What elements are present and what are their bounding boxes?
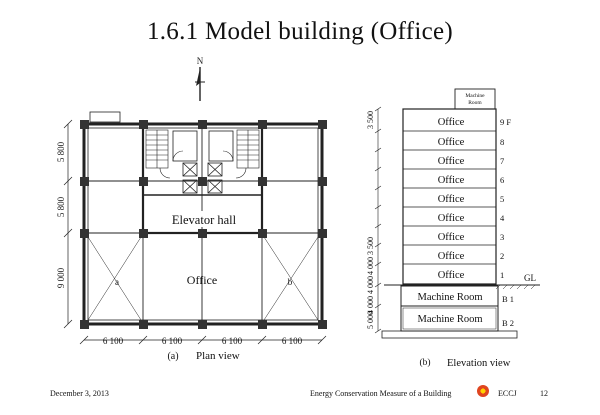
floor-3-num: 3 <box>500 232 505 242</box>
floor-6-num: 6 <box>500 175 505 185</box>
floor-2-label: Office <box>437 251 465 262</box>
elev-dim-2: 4 000 3 500 <box>366 237 375 275</box>
plan-office-label: Office <box>186 273 218 287</box>
elev-dim-1: 3 500 <box>366 111 375 129</box>
floor-6-label: Office <box>437 175 465 186</box>
floor-8-label: Office <box>437 137 465 148</box>
page-number: 12 <box>540 389 548 398</box>
floor-9-num: 9 F <box>500 117 512 127</box>
elevation-caption: Elevation view <box>447 358 511 369</box>
floor-4-label: Office <box>437 213 465 224</box>
eccj-logo-icon <box>477 385 489 397</box>
north-arrow-icon <box>195 67 205 101</box>
plan-dim-bottom-4: 6 100 <box>281 336 303 346</box>
basement-2-num: B 2 <box>502 318 515 328</box>
elevation-caption-prefix: (b) <box>419 358 431 368</box>
plan-dim-bottom-2: 6 100 <box>161 336 183 346</box>
plan-dim-left-3: 9 000 <box>56 267 66 289</box>
ground-level-label: GL <box>524 273 536 283</box>
plan-caption-prefix: (a) <box>167 351 179 362</box>
plan-dim-left-1: 5 800 <box>56 141 66 163</box>
slide-title: 1.6.1 Model building (Office) <box>146 18 454 45</box>
floor-8-num: 8 <box>500 137 505 147</box>
floor-7-num: 7 <box>500 156 505 166</box>
floor-9-label: Office <box>437 117 465 128</box>
floor-4-num: 4 <box>500 213 505 223</box>
plan-marker-a: a <box>115 277 119 287</box>
floor-1-label: Office <box>437 270 465 281</box>
floor-5-label: Office <box>437 194 465 205</box>
floor-3-label: Office <box>437 232 465 243</box>
footer-org: ECCJ <box>498 389 517 398</box>
floor-2-num: 2 <box>500 251 505 261</box>
north-label: N <box>196 56 204 66</box>
basement-1-num: B 1 <box>502 294 515 304</box>
basement-2-label: Machine Room <box>417 314 483 325</box>
elev-dim-4: 5 000 <box>366 311 375 329</box>
floor-5-num: 5 <box>500 194 505 204</box>
footer-center-text: Energy Conservation Measure of a Building <box>310 389 452 398</box>
plan-dim-bottom-1: 6 100 <box>102 336 124 346</box>
plan-marker-b: b <box>287 277 293 287</box>
floor-1-num: 1 <box>500 270 505 280</box>
roof-machine-room-line2: Room <box>468 100 482 106</box>
basement-1-label: Machine Room <box>417 292 483 303</box>
elevator-hall-label: Elevator hall <box>171 213 237 227</box>
roof-machine-room-line1: Machine <box>465 93 485 99</box>
plan-caption: Plan view <box>196 350 240 362</box>
plan-view <box>64 56 327 344</box>
plan-dim-bottom-3: 6 100 <box>221 336 243 346</box>
plan-dim-left-2: 5 800 <box>56 196 66 218</box>
floor-7-label: Office <box>437 156 465 167</box>
footer-date: December 3, 2013 <box>50 389 109 398</box>
elev-dim-3: 4 000 4 000 <box>366 276 375 314</box>
